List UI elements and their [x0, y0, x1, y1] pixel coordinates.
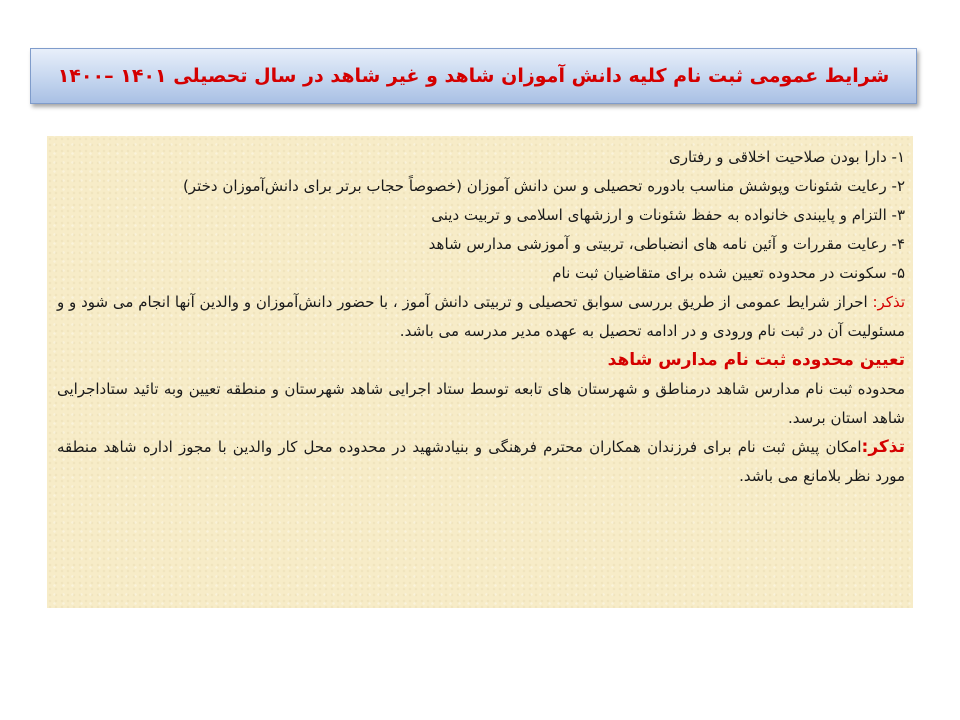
condition-item-3: ۳- التزام و پایبندی خانواده به حفظ شئونات و ارزشهای اسلامی و تربیت دینی: [431, 206, 905, 224]
note-general-conditions: [57, 288, 905, 346]
note-label: تذکر:: [872, 293, 905, 311]
page-title: شرایط عمومی ثبت نام کلیه دانش آموزان شاهد و غیر شاهد در سال تحصیلی ۱۴۰۱ –۱۴۰۰: [57, 65, 890, 87]
condition-item-2: ۲- رعایت شئونات وپوشش مناسب بادوره تحصیلی و سن دانش آموزان (خصوصاً حجاب برتر برای دانش‌آموزان دختر): [182, 177, 905, 195]
section-text: محدوده ثبت نام مدارس شاهد درمناطق و شهرستان های تابعه توسط ستاد اجرایی شاهد شهرستان و منطقه تعیین وبه تائید ستاداجرایی شاهد استان برسد.: [57, 380, 905, 427]
section-heading: تعیین محدوده ثبت نام مدارس شاهد: [607, 350, 905, 370]
note-label: تذکر:: [861, 437, 905, 457]
title-banner: [30, 48, 917, 104]
content-box: [47, 136, 913, 608]
note-text: احراز شرایط عمومی از طریق بررسی سوابق تحصیلی و تربیتی دانش آموز ، با حضور دانش‌آموزان و والدین آنها انجام می شود و و مسئولیت آن در ثبت نام ورودی و در ادامه تحصیل به عهده مدیر مدرسه می باشد.: [57, 293, 905, 340]
condition-item-4: ۴- رعایت مقررات و آئین نامه های انضباطی، تربیتی و آموزشی مدارس شاهد: [428, 235, 905, 253]
condition-item-5: ۵- سکونت در محدوده تعیین شده برای متقاضیان ثبت نام: [552, 264, 905, 282]
condition-item-1: ۱- دارا بودن صلاحیت اخلاقی و رفتاری: [669, 148, 905, 166]
note-text: امکان پیش ثبت نام برای فرزندان همکاران محترم فرهنگی و بنیادشهید در محدوده محل کار والدین با مجوز اداره شاهد منطقه مورد نظر بلامانع می باشد.: [57, 438, 905, 485]
note-pre-registration: [57, 433, 905, 491]
